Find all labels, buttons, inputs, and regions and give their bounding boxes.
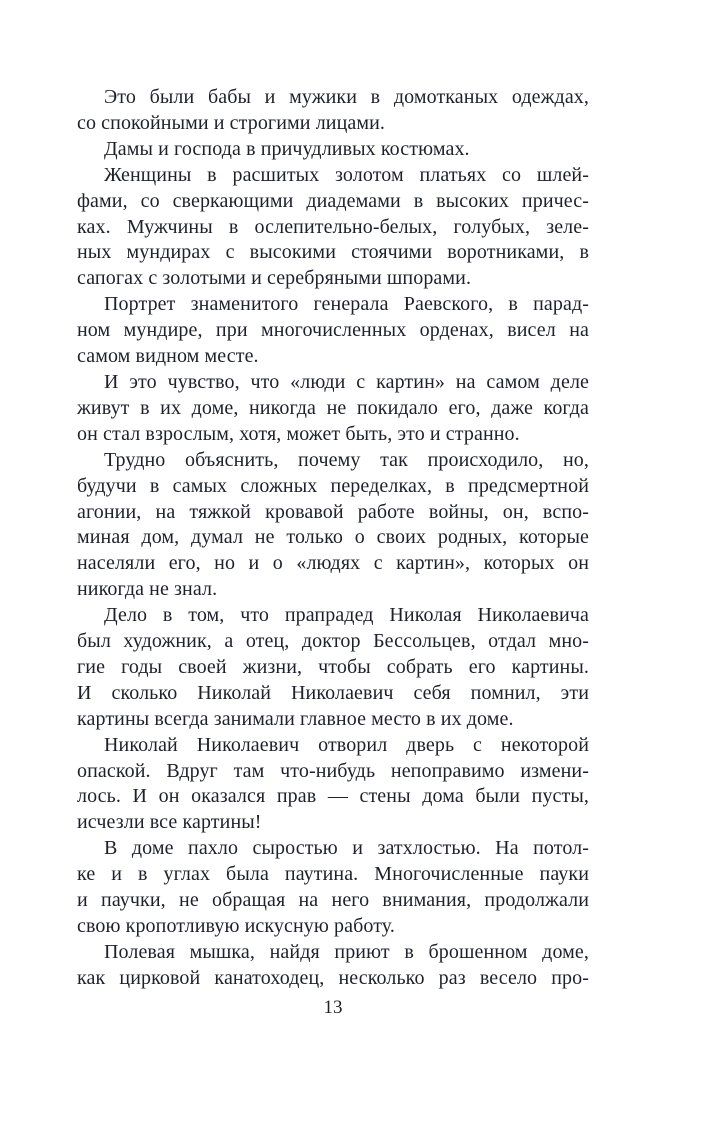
text-line: как цирковой канатоходец, несколько раз весело про- <box>77 966 589 989</box>
text-line: живут в их доме, никогда не покидало его, даже когда <box>77 396 589 419</box>
text-line: миная дом, думал не только о своих родных, которые <box>77 526 589 549</box>
text-line: самом видном месте. <box>77 345 259 368</box>
text-line: был художник, а отец, доктор Бессольцев, отдал мно- <box>77 630 589 653</box>
text-line: ках. Мужчины в ослепительно-белых, голубых, зеле- <box>77 215 589 238</box>
text-line: Дело в том, что прапрадед Николая Николаевича <box>104 604 589 627</box>
text-line: фами, со сверкающими диадемами в высоких причес- <box>77 189 589 212</box>
text-line: Полевая мышка, найдя приют в брошенном доме, <box>104 940 589 963</box>
text-block <box>77 85 589 992</box>
page-number: 13 <box>323 997 343 1018</box>
text-line: лось. И он оказался прав — стены дома были пусты, <box>77 785 589 808</box>
text-line: свою кропотливую искусную работу. <box>77 915 396 937</box>
text-line: И это чувство, что «люди с картин» на самом деле <box>104 370 589 393</box>
text-line: будучи в самых сложных переделках, в предсмертной <box>77 474 589 497</box>
text-line: исчезли все картины! <box>77 811 262 834</box>
text-line: он стал взрослым, хотя, может быть, это и странно. <box>77 422 520 445</box>
text-line: Это были бабы и мужики в домотканых одеждах, <box>104 86 589 108</box>
text-line: сапогах с золотыми и серебряными шпорами. <box>77 267 472 290</box>
text-line: ке и в углах была паутина. Многочисленные пауки <box>77 863 589 886</box>
text-line: Дамы и господа в причудливых костюмах. <box>104 137 470 160</box>
text-line: картины всегда занимали главное место в их доме. <box>77 707 514 730</box>
text-line: и паучки, не обращая на него внимания, продолжали <box>77 889 589 912</box>
text-line: гие годы своей жизни, чтобы собрать его картины. <box>77 655 589 678</box>
text-line: населяли его, но и о «людях с картин», которых он <box>77 552 589 575</box>
text-line: В доме пахло сыростью и затхлостью. На потол- <box>104 837 589 860</box>
text-line: опаской. Вдруг там что-нибудь непоправимо измени- <box>77 759 589 782</box>
text-line: Женщины в расшитых золотом платьях со шлей- <box>104 163 589 186</box>
text-line: ном мундире, при многочисленных орденах, висел на <box>77 319 589 342</box>
text-line: И сколько Николай Николаевич себя помнил, эти <box>77 681 589 704</box>
text-line: со спокойными и строгими лицами. <box>77 111 386 134</box>
text-line: агонии, на тяжкой кровавой работе войны, он, вспо- <box>77 500 589 523</box>
text-line: никогда не знал. <box>77 578 218 601</box>
text-line: Портрет знаменитого генерала Раевского, в парад- <box>104 293 589 316</box>
text-line: ных мундирах с высокими стоячими воротниками, в <box>77 241 589 264</box>
text-line: Трудно объяснить, почему так происходило, но, <box>104 448 589 471</box>
text-line: Николай Николаевич отворил дверь с некоторой <box>104 733 589 756</box>
